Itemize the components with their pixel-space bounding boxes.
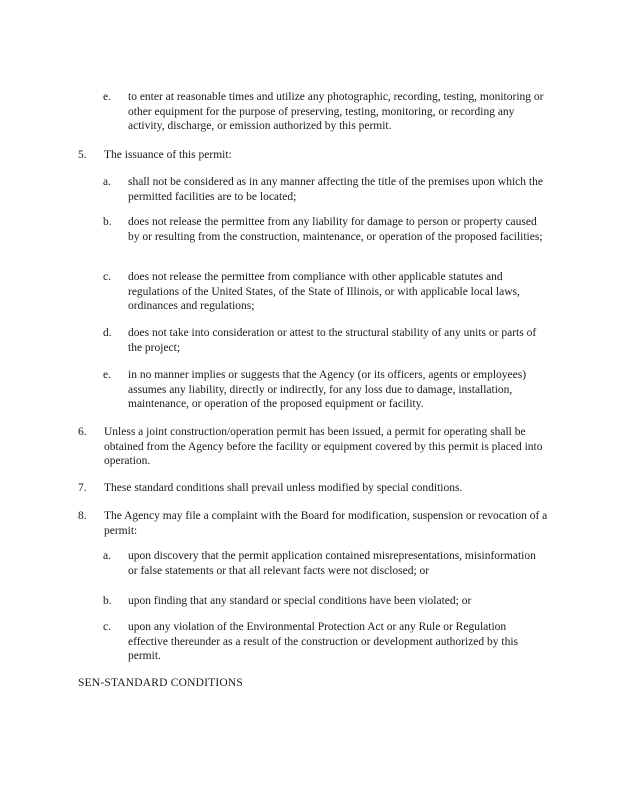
item-text: upon finding that any standard or special conditions have been violated; or bbox=[128, 595, 472, 607]
list-item-8b bbox=[103, 594, 548, 609]
item-marker: 6. bbox=[78, 426, 87, 438]
list-item-5a bbox=[103, 175, 548, 204]
item-marker: e. bbox=[103, 91, 111, 103]
list-item-5b bbox=[103, 215, 548, 244]
item-text: Unless a joint construction/operation permit has been issued, a permit for operating shall be obtained from the Agency before the facility or equipment covered by this permit is placed into operation. bbox=[104, 426, 543, 468]
item-marker: b. bbox=[103, 595, 112, 607]
item-marker: c. bbox=[103, 621, 111, 633]
item-marker: a. bbox=[103, 550, 111, 562]
item-marker: 5. bbox=[78, 149, 87, 161]
item-text: shall not be considered as in any manner affecting the title of the premises upon which the permitted facilities are to be located; bbox=[128, 176, 543, 203]
item-text: The issuance of this permit: bbox=[104, 149, 232, 161]
list-item-5e bbox=[103, 368, 548, 412]
item-marker: d. bbox=[103, 327, 112, 339]
item-marker: e. bbox=[103, 369, 111, 381]
item-marker: b. bbox=[103, 216, 112, 228]
item-text: The Agency may file a complaint with the Board for modification, suspension or revocation of a permit: bbox=[104, 510, 548, 537]
list-item-8a bbox=[103, 549, 548, 578]
item-text: does not release the permittee from any liability for damage to person or property caused by or resulting from the construction, maintenance, or operation of the proposed facilities; bbox=[128, 216, 543, 243]
item-text: does not take into consideration or attest to the structural stability of any units or parts of the project; bbox=[128, 327, 537, 354]
item-marker: c. bbox=[103, 271, 111, 283]
list-item-5c bbox=[103, 270, 548, 314]
list-item-8c bbox=[103, 620, 548, 664]
item-text: upon any violation of the Environmental Protection Act or any Rule or Regulation effective thereunder as a result of the construction or development authorized by this permit. bbox=[128, 621, 519, 663]
list-item-e-top bbox=[103, 90, 548, 134]
item-text: does not release the permittee from compliance with other applicable statutes and regulations of the United States, of the State of Illinois, or with applicable local laws, ordinances and regulations; bbox=[128, 271, 520, 313]
item-text: These standard conditions shall prevail unless modified by special conditions. bbox=[104, 482, 463, 494]
list-item-5 bbox=[78, 148, 548, 163]
list-item-7 bbox=[78, 481, 548, 496]
list-item-5d bbox=[103, 326, 548, 355]
list-item-8 bbox=[78, 509, 548, 538]
item-marker: 8. bbox=[78, 510, 87, 522]
item-text: upon discovery that the permit application contained misrepresentations, misinformation or false statements or that all relevant facts were not disclosed; or bbox=[128, 550, 536, 577]
item-text: in no manner implies or suggests that the Agency (or its officers, agents or employees) assumes any liability, directly or indirectly, for any loss due to damage, installation, maintenance, or operation of the proposed equipment or facility. bbox=[128, 369, 527, 411]
list-item-6 bbox=[78, 425, 548, 469]
item-marker: 7. bbox=[78, 482, 87, 494]
section-heading: SEN-STANDARD CONDITIONS bbox=[78, 677, 243, 689]
item-text: to enter at reasonable times and utilize any photographic, recording, testing, monitoring or other equipment for the purpose of preserving, testing, monitoring, or recording any activity, discharge, or emission authorized by this permit. bbox=[128, 91, 544, 133]
item-marker: a. bbox=[103, 176, 111, 188]
